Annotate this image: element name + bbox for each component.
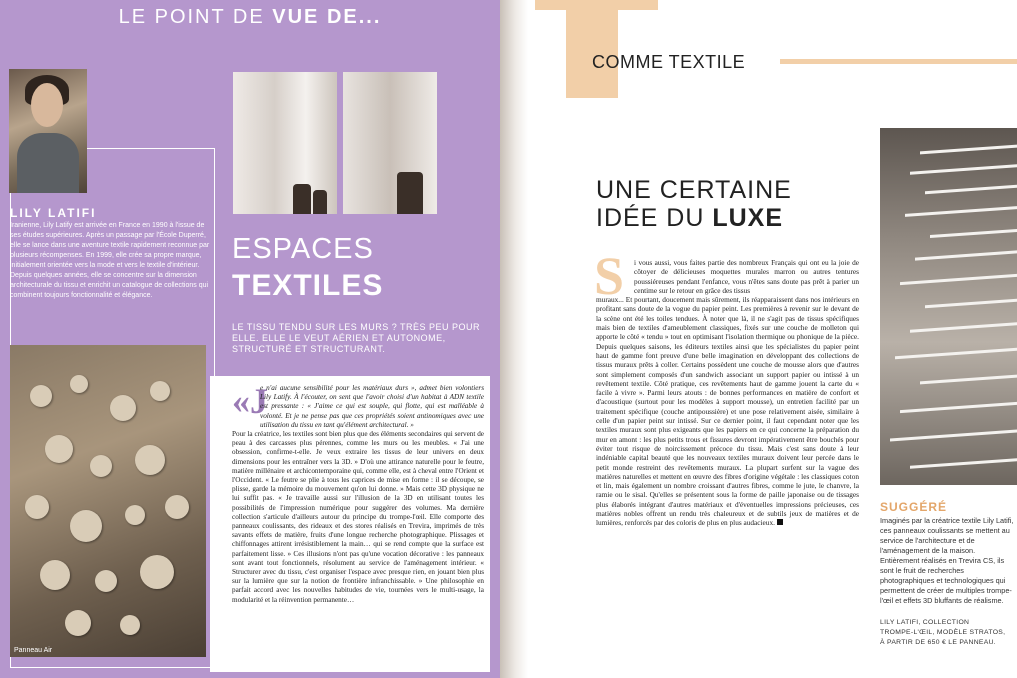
right-body-rest-text: muraux... Et pourtant, doucement mais sûrement, ils réapparaissent dans nos intérieurs en profitant sans doute de la vogue du papier peint. Les premières à revenir sur le devant de la scène ont été les toiles tendues. À noter que là, il ne s'agit pas de tissus spécifiques mais bien de textiles d'ameublement classiques, fixés sur une couche de molleton qui apporte le côté « tendu » tout en optimisant l'isolation thermique ou phonique de la pièce. Depuis quelques saisons, les éditeurs textiles ainsi que les spécialistes du papier peint haut de gamme font preuve d'une belle imagination en développant des collections de tissus muraux prêts à coller. Certains possèdent une couche de mousse alors que d'autres sont simplement composés d'un sandwich associant un support papier ou intissé à un revêtement textile. Côté pratique, ces revêtements haut de gamme jouent la carte du « facile à vivre ». Parmi leurs atouts : de bonnes performances en matière de confort et d'acoustique (surtout pour les modèles à support mousse), un entretien facilité par un traitement spécifique (couche antipoussière) et une pose relativement aisée, similaire à celle d'un papier peint sur intissé. Sur ce dernier point, il faut cependant noter que les textiles muraux sont plus exigeants que les papiers en ce qui concerne la préparation du mur en amont : les plus petits trous et fissures devront impérativement être bouchés pour éviter tout risque de noircissement précoce du tissu. Mais c'est sans doute à leur indéniable capital beauté que les nouveaux textiles muraux doivent leur percée dans le petit monde restreint des revêtements muraux. La plupart surfent sur la vague des matières naturelles et mettent en œuvre des fibres d'origine végétale : les classiques coton et lin, mais également un nombre croissant d'autres fibres, comme le jute, le chanvre, la ramie ou le sisal. Qu'elles se présentent sous la forme de paille japonaise ou de tissages plus élaborés intégrant d'autres matériaux et d'éventuelles impressions précieuses, ces matières nobles offrent un rendu très chaleureux et de subtils jeux de matières et de lumières, renforcés par des coloris de plus en plus audacieux.	[596, 295, 859, 528]
sheet-shape	[890, 430, 1017, 442]
left-body-lead: e n'ai aucune sensibilité pour les matériaux durs », admet bien volontiers Lily Latify. À l'écouter, on sent que l'avoir choisi d'un habitat à ADN textile est pressante : « J'aime ce qui est souple, qui flotte, qui est malléable à volonté. Et je ne pense pas que ces propriétés soient antinomiques avec une utilisation du tissu en tant qu'élément architectural. »	[260, 384, 484, 429]
sheet-shape	[900, 402, 1017, 413]
sheet-shape	[920, 375, 1017, 385]
felt-disc	[65, 610, 91, 636]
product-photo-panel	[343, 72, 437, 214]
sheet-shape	[930, 229, 1017, 238]
felt-disc	[30, 385, 52, 407]
felt-disc	[140, 555, 174, 589]
felt-disc	[45, 435, 73, 463]
sheet-shape	[925, 299, 1017, 308]
credit-line: LILY LATIFI, COLLECTION	[880, 619, 970, 626]
sheet-shape	[895, 348, 1017, 360]
headline-light: IDÉE DU	[596, 204, 705, 232]
felt-disc	[70, 375, 88, 393]
right-body-rest	[596, 295, 859, 527]
end-mark-icon	[777, 519, 783, 525]
felt-disc	[150, 381, 170, 401]
page-header	[0, 6, 500, 29]
dropcap-s: S	[594, 246, 625, 306]
section-title: COMME TEXTILE	[592, 52, 746, 72]
photo-caption: Panneau Air	[14, 647, 53, 654]
left-body-text	[232, 384, 484, 605]
dropcap-letter: J	[250, 381, 268, 421]
stool-shape	[293, 184, 311, 214]
letter-t-stem	[566, 0, 618, 98]
portrait-body	[17, 133, 79, 193]
felt-disc	[120, 615, 140, 635]
stratos-panel-photo	[880, 128, 1017, 485]
felt-disc	[125, 505, 145, 525]
left-body-rest: Pour la créatrice, les textiles sont bien plus que des éléments secondaires qui servent de peau à des carcasses plus pérennes, comme les murs ou les meubles. « J'ai une obsession, confirme-t-elle. Je veux extraire les tissus de leur univers en deux dimensions pour les entraîner vers la 3D. » D'où une attirance naturelle pour le feutre, matière millénaire et archicontemporaine qui, comme elle, est à cheval entre l'Orient et l'Occident. « Le feutre se plie à tous les caprices de mise en forme : il se découpe, se plisse, garde la mémoire du mouvement qu'on lui donne. » Mais cette 3D physique ne lui suffit pas. « Je travaille aussi sur l'illusion de la 3D en utilisant toutes les possibilités de l'impression numérique pour suggérer des volumes. Ma dernière collection s'articule d'ailleurs autour du principe du trompe-l'œil. Elle comporte des panneaux coulissants, des rideaux et des stores réalisés en Trevira, imprimés de très savants effets de matière, fruits d'une longue recherche photographique. Plissages et chiffonnages attirent irrésistiblement la main… qui se rend compte que la surface est parfaitement lisse. » Ces illusions n'ont pas qu'une vocation décorative : les panneaux sont avant tout fonctionnels, résolument au service de l'aménagement intérieur. « Structurer avec du tissu, c'est organiser l'espace avec presque rien, en jouant bien plus sur la lumière que sur la notion de frontière infranchissable. » Une philosophie en parfait accord avec les nouvelles habitudes de vie, tournées vers le multi-usage, la modularité et la réinvention permanente…	[232, 430, 484, 604]
dropcap-quote-mark: «	[232, 381, 250, 421]
vase-shape	[397, 172, 423, 214]
article-title-bold: TEXTILES	[232, 269, 384, 302]
sheet-shape	[910, 164, 1017, 174]
author-portrait	[9, 69, 87, 193]
felt-disc	[25, 495, 49, 519]
headline-line2	[596, 204, 783, 233]
author-name: LILY LATIFI	[10, 206, 97, 220]
felt-disc	[95, 570, 117, 592]
section-rule	[780, 59, 1017, 64]
panel-air-photo	[10, 345, 206, 657]
sheet-shape	[915, 250, 1017, 260]
right-body-lead: i vous aussi, vous faites partie des nombreux Français qui ont eu la joie de côtoyer de délicieuses moquettes murales marron ou autres tentures poussiéreuses pendant l'enfance, vous n'êtes sans doute pas prêt à parier un centime sur le retour en grâce des tissus	[634, 258, 859, 295]
article-title-light: ESPACES	[232, 233, 374, 265]
right-body-text	[596, 258, 859, 528]
credit-line: À PARTIR DE 650 € LE PANNEAU.	[880, 639, 996, 646]
stool-shape	[313, 190, 327, 214]
suggere-text: Imaginés par la créatrice textile Lily Latifi, ces panneaux coulissants se mettent au service de l'architecture et de l'aménagement de la maison. Entièrement réalisés en Trevira CS, ils sont le fruit de recherches photographiques et technologiques qui permettent de créer de multiples trompe-l'œil et effets 3D bluffants de réalisme.	[880, 516, 1014, 605]
headline-bold: LUXE	[712, 204, 784, 232]
header-light: LE POINT DE	[118, 6, 265, 28]
sheet-shape	[910, 322, 1017, 332]
sheet-shape	[920, 145, 1017, 155]
left-page	[0, 0, 500, 678]
portrait-face	[31, 83, 63, 127]
author-bio: Iranienne, Lily Latify est arrivée en France en 1990 à l'issue de ses études supérieures. Après un passage par l'École Duperré, elle se lance dans une aventure textile rapidement reconnue par plusieurs récompenses. En 1999, elle crée sa propre marque, initialement orientée vers la mode et vers le textile d'intérieur. Depuis quelques années, elle se concentre sur la dimension architecturale du tissu et enrichit un catalogue de collections qui combinent toujours fonctionnalité et élégance.	[10, 222, 210, 299]
felt-disc	[135, 445, 165, 475]
article-subhead: LE TISSU TENDU SUR LES MURS ? TRÈS PEU POUR ELLE. ELLE LE VEUT AÉRIEN ET AUTONOME, STRUCTURÉ ET STRUCTURANT.	[232, 322, 481, 354]
sheet-shape	[905, 206, 1017, 217]
header-bold: VUE DE...	[272, 6, 382, 28]
product-photo-curtain	[233, 72, 337, 214]
headline-line1: UNE CERTAINE	[596, 176, 792, 204]
credit-line: TROMPE-L'ŒIL, MODÈLE STRATOS,	[880, 629, 1006, 636]
felt-disc	[110, 395, 136, 421]
sheet-shape	[925, 185, 1017, 194]
page-gutter	[500, 0, 528, 678]
felt-disc	[165, 495, 189, 519]
felt-disc	[90, 455, 112, 477]
felt-disc	[40, 560, 70, 590]
felt-disc	[70, 510, 102, 542]
sheet-shape	[910, 458, 1017, 468]
suggere-title: SUGGÉRÉ	[880, 500, 948, 514]
product-credit	[880, 618, 1014, 648]
sheet-shape	[900, 274, 1017, 285]
